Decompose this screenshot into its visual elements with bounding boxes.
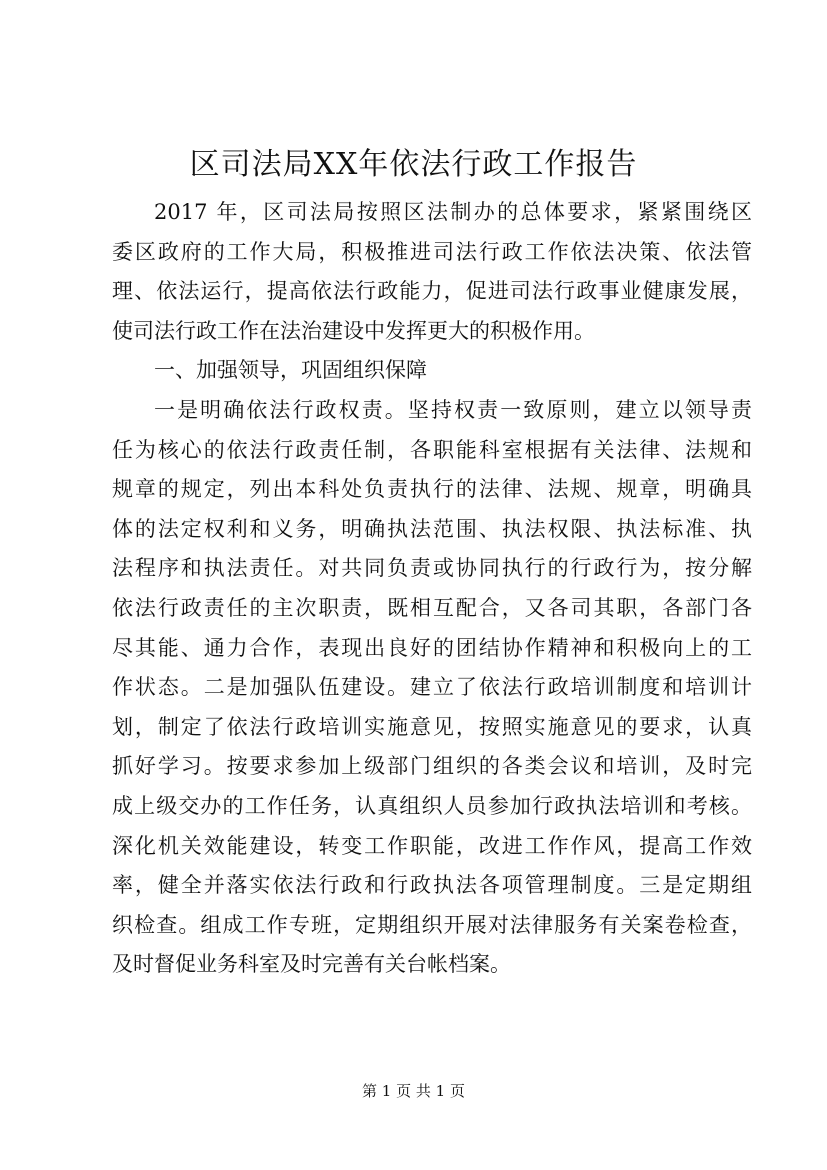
paragraph-line-6: 一是明确依法行政权责。坚持权责一致原则，建立以领导责 xyxy=(154,397,752,422)
paragraph-line-10: 法程序和执法责任。对共同负责或协同执行的行政行为，按分解 xyxy=(112,556,752,581)
paragraph-line-2: 委区政府的工作大局，积极推进司法行政工作依法决策、依法管 xyxy=(112,239,752,264)
paragraph-line-8: 规章的规定，列出本科处负责执行的法律、法规、规章，明确具 xyxy=(112,477,752,502)
paragraph-line-20: 及时督促业务科室及时完善有关台帐档案。 xyxy=(112,952,511,977)
document-body xyxy=(112,193,752,985)
paragraph-line-3: 理、依法运行，提高依法行政能力，促进司法行政事业健康发展， xyxy=(112,279,752,304)
paragraph-line-9: 体的法定权利和义务，明确执法范围、执法权限、执法标准、执 xyxy=(112,516,752,541)
paragraph-line-4: 使司法行政工作在法治建设中发挥更大的积极作用。 xyxy=(112,318,595,343)
section-heading: 一、加强领导，巩固组织保障 xyxy=(154,358,427,383)
paragraph-line-7: 任为核心的依法行政责任制，各职能科室根据有关法律、法规和 xyxy=(112,437,752,462)
paragraph-line-16: 成上级交办的工作任务，认真组织人员参加行政执法培训和考核。 xyxy=(112,793,752,818)
paragraph-line-17: 深化机关效能建设，转变工作职能，改进工作作风，提高工作效 xyxy=(112,833,752,858)
paragraph-line-13: 作状态。二是加强队伍建设。建立了依法行政培训制度和培训计 xyxy=(112,675,752,700)
paragraph-line-12: 尽其能、通力合作，表现出良好的团结协作精神和积极向上的工 xyxy=(112,635,752,660)
page-footer: 第 1 页 共 1 页 xyxy=(362,1082,465,1100)
paragraph-line-19: 织检查。组成工作专班，定期组织开展对法律服务有关案卷检查， xyxy=(112,912,752,937)
document-title: 区司法局XX年依法行政工作报告 xyxy=(189,147,638,182)
paragraph-line-15: 抓好学习。按要求参加上级部门组织的各类会议和培训，及时完 xyxy=(112,754,752,779)
paragraph-line-18: 率，健全并落实依法行政和行政执法各项管理制度。三是定期组 xyxy=(112,873,752,898)
paragraph-line-1: 2017 年，区司法局按照区法制办的总体要求，紧紧围绕区 xyxy=(154,200,752,224)
paragraph-line-11: 依法行政责任的主次职责，既相互配合，又各司其职，各部门各 xyxy=(112,595,752,620)
paragraph-line-14: 划，制定了依法行政培训实施意见，按照实施意见的要求，认真 xyxy=(112,714,752,739)
